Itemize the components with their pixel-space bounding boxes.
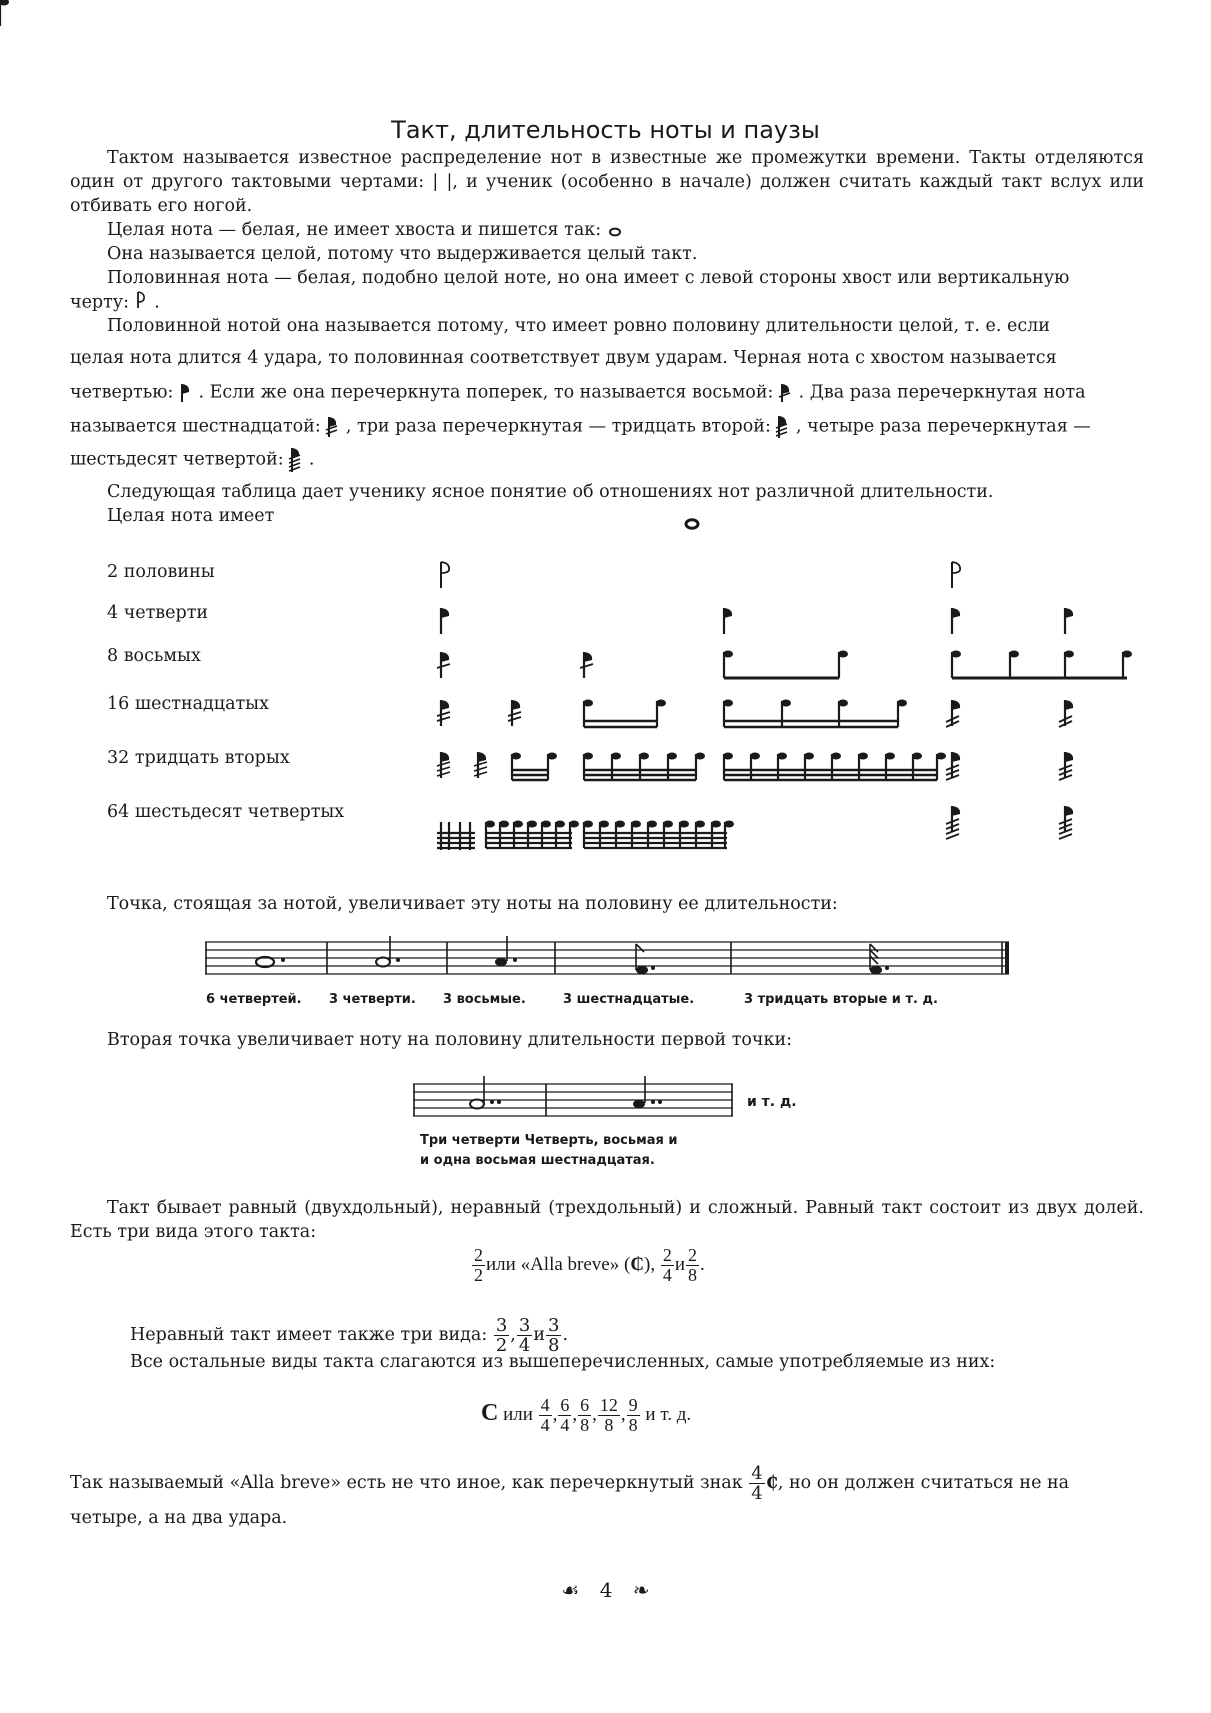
fraction-9-8: $\frac{9}{8}$: [628, 1395, 638, 1435]
paragraph-bar-definition: Тактом называется известное распределение нот в известные же промежутки времени. Такты отделяются один от другого тактовыми чертами: | |, и ученик (особенно в начале) должен считать каждый такт вслух или отбивать его ногой.: [70, 148, 1144, 216]
quarter-note-3: [952, 608, 960, 634]
sixteenth-intro-text: . Два раза перечеркнутая нота: [798, 382, 1086, 403]
durations-line-2: целая нота длится 4 удара, то половинная соответствует двум ударам. Черная нота с хвостом называется: [70, 348, 1057, 368]
half-note-end-text: черту:: [70, 292, 130, 313]
dot-caption-5: 3 тридцать вторые и т. д.: [744, 992, 938, 1007]
quarter-text: четвертью:: [70, 382, 174, 403]
page-title: Такт, длительность ноты и паузы: [391, 116, 820, 144]
half-note-end-line: черту: .: [70, 292, 160, 314]
double-dot-etc: и т. д.: [747, 1094, 797, 1110]
formula-equal-meters: $\frac{2}{2}$ или «Alla breve» (₵), $\frac{2}{4}$ и $\frac{2}{8}$ .: [474, 1245, 705, 1285]
dot-caption-2: 3 четверти.: [329, 992, 416, 1007]
page-footer: [0, 1578, 1211, 1602]
durations-line-1: Половинной нотой она называется потому, что имеет ровно половину длительности целой, т. е. если: [107, 316, 1050, 336]
eighth-text: . Если же она перечеркнута поперек, то называется восьмой:: [198, 382, 774, 403]
double-dot-caption-1: Три четверти Четверть, восьмая и: [420, 1133, 678, 1148]
fraction-2-2: $\frac{2}{2}$: [474, 1245, 483, 1285]
row-label-sixteenths: 16 шестнадцатых: [107, 694, 269, 714]
unequal-text: Неравный такт имеет также три вида:: [130, 1325, 488, 1345]
alla-breve-line: Так называемый «Alla breve» есть не что иное, как перечеркнутый знак $\frac{4}{4}$ ₵, но он должен считаться не на: [70, 1463, 1070, 1504]
quarter-note-1: [441, 608, 449, 634]
alla-breve-line-2: четыре, а на два удара.: [70, 1508, 288, 1528]
fraction-6-8: $\frac{6}{8}$: [580, 1395, 590, 1435]
half-note-line: Половинная нота — белая, подобно целой ноте, но она имеет с левой стороны хвост или вертикальную: [107, 268, 1070, 288]
fraction-4-4-b: $\frac{4}{4}$: [751, 1463, 763, 1504]
dotted-notes-staff: [205, 940, 1015, 986]
sixtyfourth-text: шестьдесят четвертой:: [70, 449, 284, 470]
fraction-3-2: $\frac{3}{2}$: [495, 1315, 508, 1356]
durations-line-5: шестьдесят четвертой: .: [70, 446, 314, 474]
fraction-3-8: $\frac{3}{8}$: [548, 1315, 560, 1356]
table-intro: Следующая таблица дает ученику ясное понятие об отношениях нот различной длительности.: [107, 482, 994, 502]
row-label-sixtyfourths: 64 шестьдесят четвертых: [107, 802, 345, 822]
row-label-eighths: 8 восьмых: [107, 646, 201, 666]
sixtyfourths-row: [437, 806, 1073, 850]
fraction-2-4: $\frac{2}{4}$: [662, 1245, 672, 1285]
alla-breve-text: или «Alla breve» (: [486, 1253, 631, 1275]
dot-caption-1: 6 четвертей.: [206, 992, 302, 1007]
page-number: 4: [599, 1578, 613, 1602]
alla-breve-text-b: но он должен считаться не на: [789, 1473, 1070, 1493]
dot-text: Точка, стоящая за нотой, увеличивает эту ноты на половину ее длительности:: [107, 894, 838, 914]
sixteenths-row: [437, 700, 1073, 728]
thirtyseconds-row: [437, 752, 1073, 780]
quarter-note-4: [1065, 608, 1073, 634]
sixtyfourth-intro-text: , четыре раза перечеркнутая —: [796, 416, 1091, 437]
double-dot-text: Вторая точка увеличивает ноту на половину длительности первой точки:: [107, 1030, 793, 1050]
fraction-12-8: $\frac{12}{8}$: [599, 1395, 618, 1435]
fraction-4-4: $\frac{4}{4}$: [540, 1395, 550, 1435]
row-label-quarters: 4 четверти: [107, 603, 209, 623]
dot-caption-4: 3 шестнадцатые.: [563, 992, 695, 1007]
fraction-6-4: $\frac{6}{4}$: [560, 1395, 570, 1435]
row-label-halves: 2 половины: [107, 562, 215, 582]
ornament-left-icon: ☙: [561, 1578, 580, 1602]
formula-compound-meters: C или $\frac{4}{4}$ , $\frac{6}{4}$ , $\frac{6}{8}$ , $\frac{12}{8}$ , $\frac{9}{8}$ и т. д.: [481, 1395, 692, 1435]
fraction-3-4: $\frac{3}{4}$: [518, 1315, 531, 1356]
rest-text: Все остальные виды такта слагаются из вышеперечисленных, самые употребляемые из них:: [130, 1352, 996, 1372]
alla-breve-text-a: Так называемый «Alla breve» есть не что иное, как перечеркнутый знак: [70, 1473, 743, 1493]
cut-time-icon: ₵: [630, 1253, 645, 1275]
common-time-icon: C: [481, 1399, 499, 1426]
row-label-whole: Целая нота имеет: [107, 506, 275, 526]
unequal-line: Неравный такт имеет также три вида: $\frac{3}{2}$ , $\frac{3}{4}$ и $\frac{3}{8}$ .: [130, 1315, 569, 1356]
cut-time-icon-2: ₵: [765, 1473, 778, 1493]
double-dotted-staff: [413, 1082, 743, 1124]
half-note-2: [952, 562, 960, 588]
whole-called-line: Она называется целой, потому что выдерживается целый такт.: [107, 244, 698, 264]
fraction-2-8: $\frac{2}{8}$: [688, 1245, 698, 1285]
eighths-row: [0, 0, 1132, 678]
whole-note-mark: [686, 520, 698, 528]
thirtysecond-text: , три раза перечеркнутая — тридцать второй:: [345, 416, 771, 437]
whole-note-text: Целая нота — белая, не имеет хвоста и пишется так:: [107, 220, 602, 240]
meter-paragraph: Такт бывает равный (двухдольный), неравный (трехдольный) и сложный. Равный такт состоит из двух долей. Есть три вида этого такта:: [70, 1198, 1144, 1242]
quarter-note-2: [724, 608, 732, 634]
half-note-1: [441, 562, 449, 588]
double-dot-caption-2: и одна восьмая шестнадцатая.: [420, 1153, 655, 1168]
ornament-right-icon: ❧: [632, 1578, 650, 1602]
dot-caption-3: 3 восьмые.: [443, 992, 526, 1007]
sixteenth-text: называется шестнадцатой:: [70, 416, 321, 437]
row-label-thirtyseconds: 32 тридцать вторых: [107, 748, 290, 768]
